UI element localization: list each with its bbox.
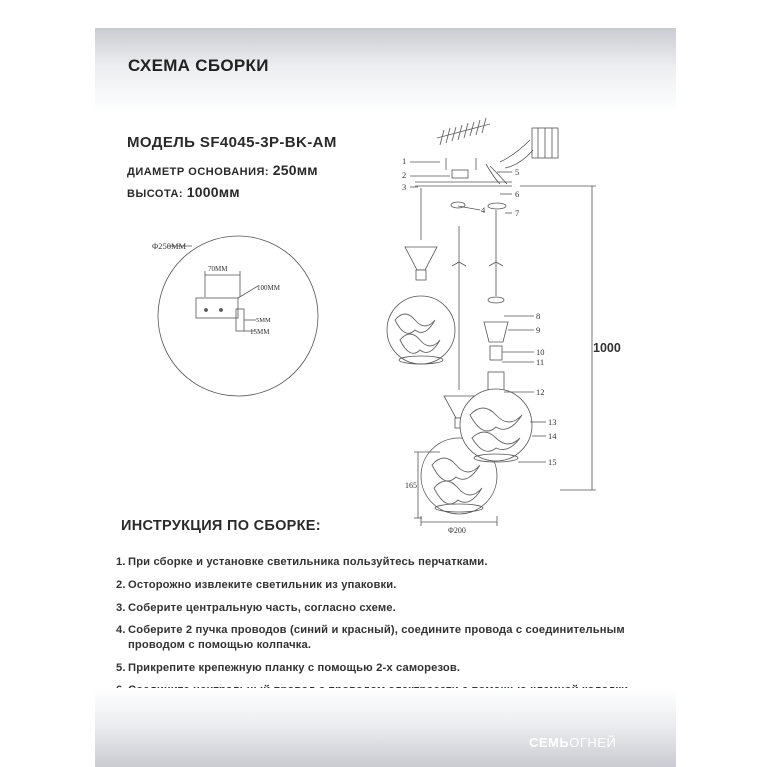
ceiling-hatch: [437, 118, 490, 145]
instruction-step: [116, 601, 676, 616]
callout-14: 14: [548, 431, 557, 441]
spec-diameter-value: 250мм: [272, 162, 318, 178]
step-number: 5.: [116, 661, 126, 674]
callout-8: 8: [536, 311, 541, 321]
spec-height-label: ВЫСОТА:: [127, 188, 184, 200]
callout-1: 1: [402, 156, 407, 166]
brand-logo: [529, 735, 616, 750]
callout-7: 7: [515, 208, 520, 218]
step-number: 2.: [116, 578, 126, 591]
page-title: СХЕМА СБОРКИ: [128, 56, 269, 75]
mounting-bar: [196, 298, 238, 318]
instructions-title: ИНСТРУКЦИЯ ПО СБОРКЕ:: [121, 518, 321, 534]
shade-diameter-label: Φ200: [448, 526, 466, 535]
base-plate-drawing: [158, 236, 318, 396]
dim-height-label: 15MM: [250, 328, 270, 336]
step-text: Соберите центральную часть, согласно схеме.: [128, 601, 396, 614]
callout-9: 9: [536, 325, 541, 335]
callout-12: 12: [536, 387, 545, 397]
lamp-drawing: [387, 118, 596, 526]
instruction-step: [116, 661, 676, 676]
callout-10: 10: [536, 347, 545, 357]
screw-hole-left: [205, 309, 208, 312]
step-number: 3.: [116, 601, 126, 614]
step-text-continued: проводом с помощью колпачка.: [128, 638, 312, 651]
instruction-step: [116, 578, 676, 593]
instruction-step: [116, 555, 676, 570]
instruction-step: [116, 623, 676, 652]
base-diameter-label: Φ250MM: [152, 241, 187, 251]
callout-6: 6: [515, 189, 520, 199]
screw-hole-right: [220, 309, 223, 312]
dim-length-label: 100MM: [257, 284, 280, 292]
callout-4: 4: [481, 205, 486, 215]
step-text: Соберите 2 пучка проводов (синий и красный), соедините провода с соединительным: [128, 624, 625, 637]
step-number: 1.: [116, 556, 126, 568]
step-number: 4.: [116, 624, 126, 637]
terminal-block: [500, 128, 558, 168]
brand-light: ОГНЕЙ: [569, 735, 617, 750]
spec-height-value: 1000мм: [186, 184, 240, 200]
callout-15: 15: [548, 457, 557, 467]
step-text: Осторожно извлеките светильник из упаковки.: [128, 578, 397, 591]
callout-5: 5: [515, 167, 520, 177]
dim-depth-label: 5MM: [256, 317, 271, 324]
callout-2: 2: [402, 170, 407, 180]
dim-width-label: 70MM: [208, 265, 228, 273]
step-text: При сборке и установке светильника пользуйтесь перчатками.: [128, 556, 488, 568]
model-name: МОДЕЛЬ SF4045-3P-BK-AM: [127, 134, 337, 151]
instruction-list: [116, 555, 676, 706]
callout-3: 3: [402, 182, 407, 192]
spec-diameter-label: ДИАМЕТР ОСНОВАНИЯ:: [127, 166, 270, 178]
height-dimension-label: 1000: [593, 341, 621, 355]
footer-band: [95, 688, 676, 767]
brand-bold: СЕМЬ: [529, 735, 570, 750]
shade-height-label: 165: [405, 481, 417, 490]
mounting-bar-side: [236, 309, 244, 331]
step-text: Прикрепите крепежную планку с помощью 2-х саморезов.: [128, 661, 461, 674]
callout-11: 11: [536, 357, 545, 367]
callout-13: 13: [548, 417, 557, 427]
